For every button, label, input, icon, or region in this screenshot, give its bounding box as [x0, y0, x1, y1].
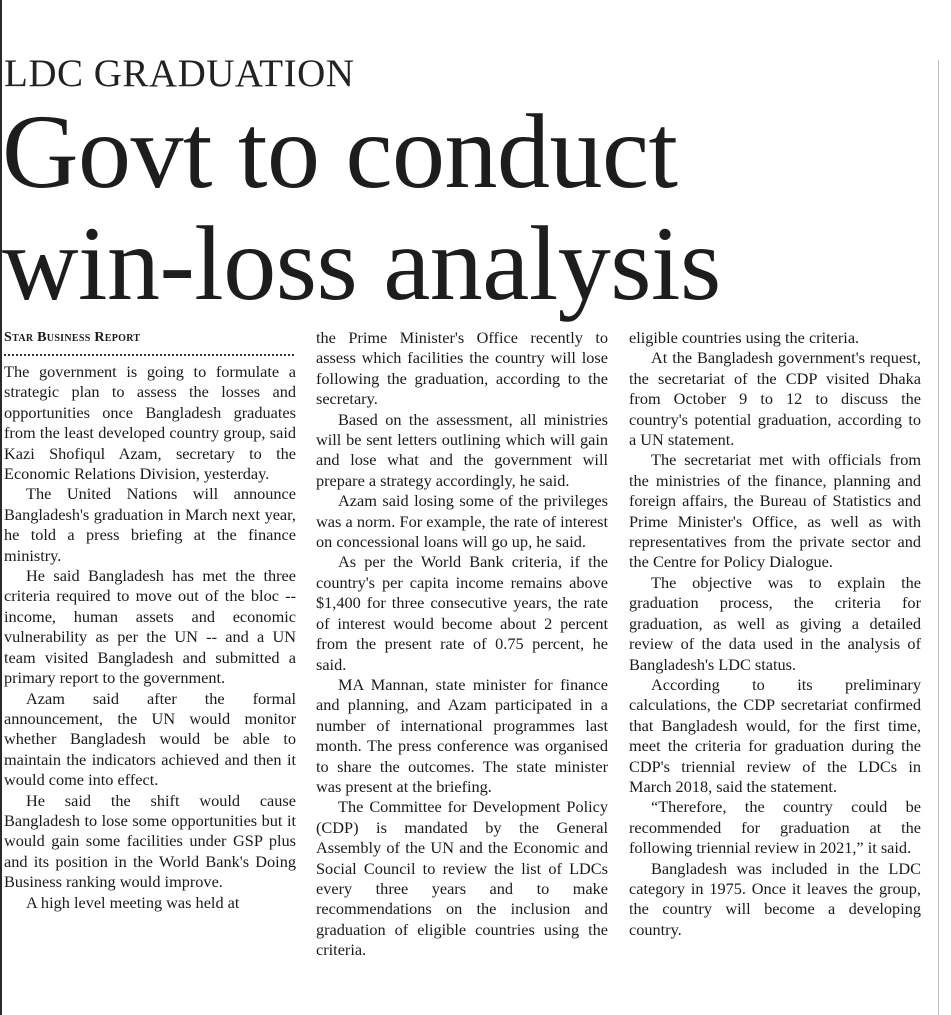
paragraph: He said the shift would cause Bangladesh to lose some opportunities but it would gain some facilities under GSP plus and its position in the World Bank's Doing Business ranking would improve.: [4, 790, 296, 892]
paragraph: “Therefore, the country could be recommended for graduation at the following triennial review in 2021,” it said.: [629, 797, 921, 858]
paragraph: Azam said after the formal announcement, the UN would monitor whether Bangladesh would be able to maintain the indicators achieved and then it would come into effect.: [4, 688, 296, 790]
paragraph: The government is going to formulate a strategic plan to assess the losses and opportunities once Bangladesh graduates from the least developed country group, said Kazi Shofiqul Azam, secretary to the Economic Relations Division, yesterday.: [4, 362, 296, 484]
column-3: [629, 328, 921, 1012]
column-divider-rule: [938, 60, 939, 1015]
paragraph: The secretariat met with officials from the ministries of the finance, planning and foreign affairs, the Bureau of Statistics and Prime Minister's Office, as well as with representatives from the private sector and the Centre for Policy Dialogue.: [629, 450, 921, 572]
column-1: [4, 328, 296, 1012]
paragraph: According to its preliminary calculations, the CDP secretariat confirmed that Bangladesh would, for the first time, meet the criteria for graduation during the CDP's triennial review of the LDCs in March 2018, said the statement.: [629, 674, 921, 796]
section-kicker: LDC GRADUATION: [4, 52, 355, 95]
paragraph: The United Nations will announce Bangladesh's graduation in March next year, he told a press briefing at the finance ministry.: [4, 484, 296, 565]
headline: [2, 93, 932, 322]
paragraph: Bangladesh was included in the LDC category in 1975. Once it leaves the group, the country will become a developing country.: [629, 858, 921, 939]
paragraph: The Committee for Development Policy (CDP) is mandated by the General Assembly of the UN and the Economic and Social Council to review the list of LDCs every three years and to make recommendations on the inclusion and graduation of eligible countries using the criteria.: [316, 797, 608, 960]
paragraph-continued: eligible countries using the criteria.: [629, 328, 860, 347]
paragraph: Azam said losing some of the privileges was a norm. For example, the rate of interest on concessional loans will go up, he said.: [316, 491, 608, 552]
column-2: [316, 328, 608, 1012]
paragraph: As per the World Bank criteria, if the country's per capita income remains above $1,400 for three consecutive years, the rate of interest would become about 2 percent from the present rate of 0.75 percent, he said.: [316, 552, 608, 674]
paragraph: MA Mannan, state minister for finance and planning, and Azam participated in a number of international programmes last month. The press conference was organised to share the outcomes. The state minister was present at the briefing.: [316, 674, 608, 796]
paragraph: He said Bangladesh has met the three criteria required to move out of the bloc -- income, human assets and economic vulnerability as per the UN -- and a UN team visited Bangladesh and submitted a primary report to the government.: [4, 566, 296, 688]
byline-divider: [4, 354, 294, 356]
paragraph: A high level meeting was held at: [26, 892, 240, 912]
paragraph: The objective was to explain the graduation process, the criteria for graduation, as well as giving a detailed review of the data used in the analysis of Bangladesh's LDC status.: [629, 572, 921, 674]
paragraph-continued: the Prime Minister's Office recently to assess which facilities the country will lose following the graduation, according to the secretary.: [316, 328, 608, 409]
headline-line-2: win-loss analysis: [2, 205, 721, 322]
byline: Star Business Report: [4, 330, 141, 345]
paragraph: At the Bangladesh government's request, the secretariat of the CDP visited Dhaka from October 9 to 12 to discuss the country's potential graduation, according to a UN statement.: [629, 348, 921, 450]
paragraph: Based on the assessment, all ministries will be sent letters outlining which will gain and lose what and the government will prepare a strategy accordingly, he said.: [316, 409, 608, 490]
headline-line-1: Govt to conduct: [2, 93, 678, 210]
